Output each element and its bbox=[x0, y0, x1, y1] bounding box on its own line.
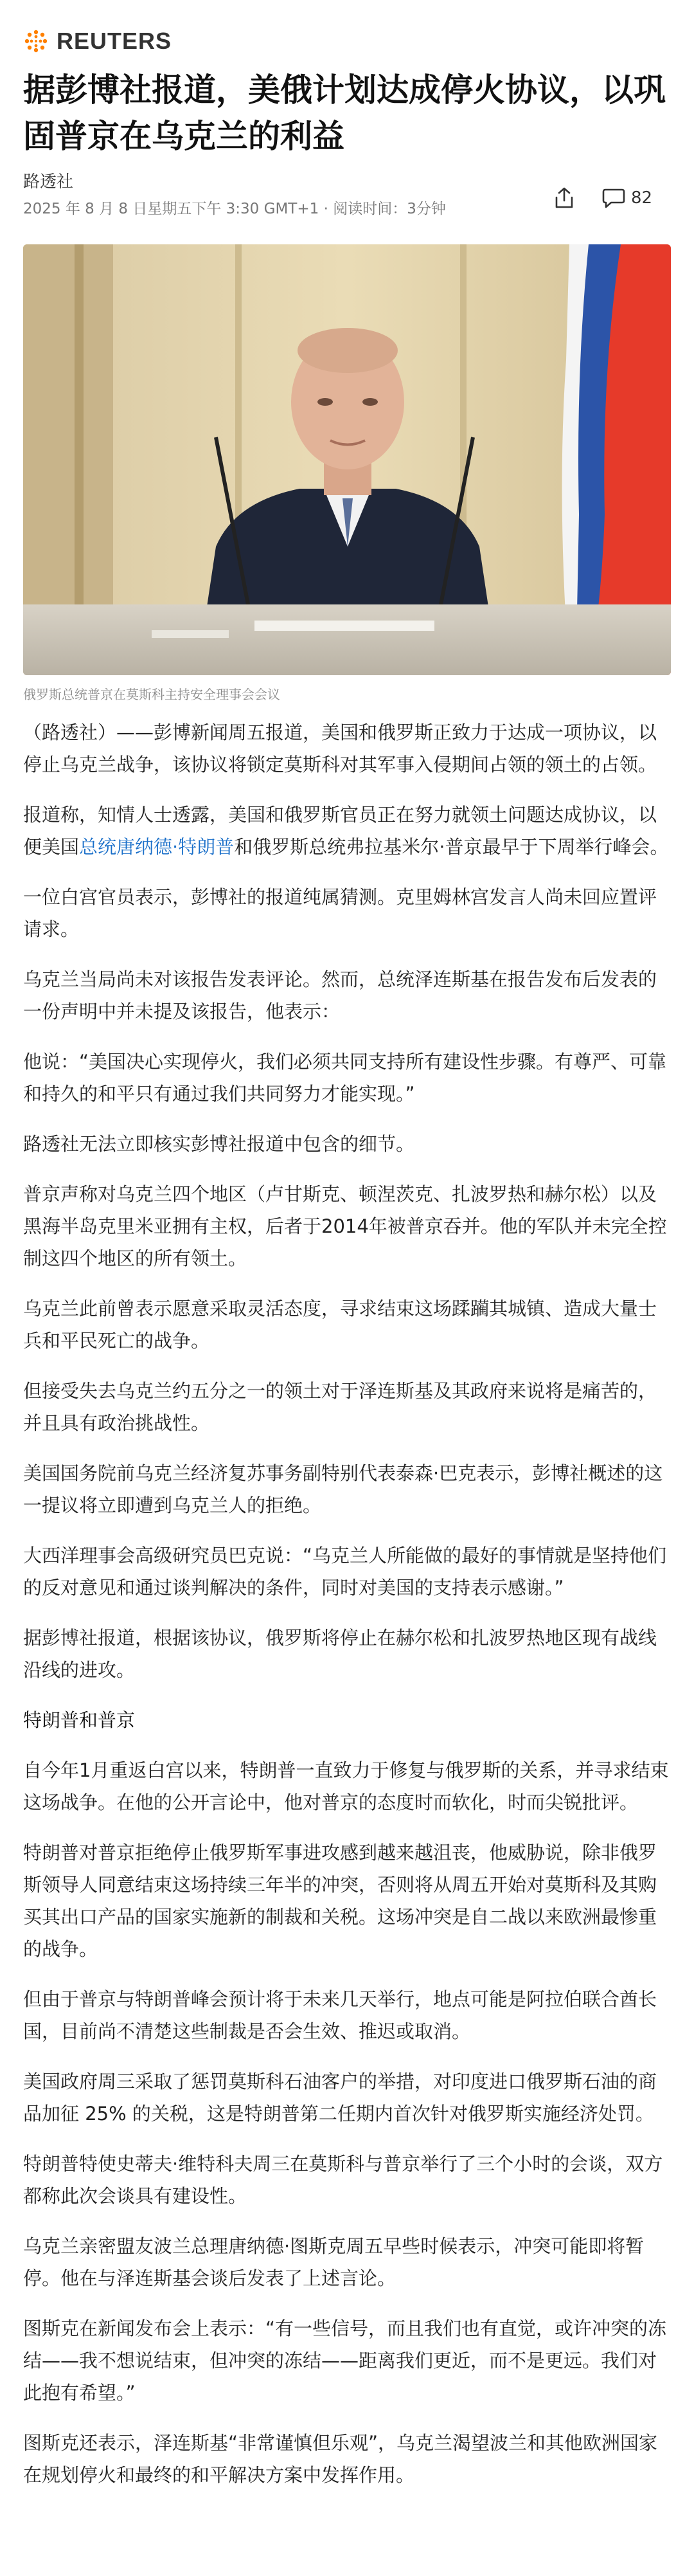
paragraph-9: 但接受失去乌克兰约五分之一的领土对于泽连斯基及其政府来说将是痛苦的，并且具有政治挑战性。 bbox=[23, 1380, 657, 1434]
paragraph-12: 据彭博社报道，根据该协议，俄罗斯将停止在赫尔松和扎波罗热地区现有战线沿线的进攻。 bbox=[23, 1627, 657, 1681]
paragraph-2-text-b: 和俄罗斯总统弗拉基米尔·普京最早于下周举行峰会。 bbox=[234, 836, 669, 858]
byline-meta bbox=[23, 197, 446, 218]
reuters-logo[interactable] bbox=[23, 26, 172, 57]
paragraph-2 bbox=[23, 799, 671, 863]
share-button[interactable] bbox=[547, 181, 581, 215]
paragraph-1: （路透社）——彭博新闻周五报道，美国和俄罗斯正致力于达成一项协议，以停止乌克兰战争，该协议将锁定莫斯科对其军事入侵期间占领的领土的占领。 bbox=[23, 721, 657, 776]
publish-date: 2025 年 8 月 8 日星期五下午 3:30 GMT+1 bbox=[23, 201, 319, 217]
article-photo-image bbox=[23, 244, 671, 675]
trump-link[interactable]: 总统唐纳德·特朗普 bbox=[79, 836, 235, 858]
paragraph-13: 自今年1月重返白宫以来，特朗普一直致力于修复与俄罗斯的关系，并寻求结束这场战争。在他的公开言论中，他对普京的态度时而软化，时而尖锐批评。 bbox=[23, 1759, 669, 1813]
section-subheading: 特朗普和普京 bbox=[23, 1709, 136, 1731]
meta-separator: · bbox=[323, 201, 328, 217]
paragraph-20: 图斯克还表示，泽连斯基“非常谨慎但乐观”，乌克兰渴望波兰和其他欧洲国家在规划停火和最终的和平解决方案中发挥作用。 bbox=[23, 2432, 658, 2486]
paragraph-19: 图斯克在新闻发布会上表示：“有一些信号，而且我们也有直觉，或许冲突的冻结——我不想说结束，但冲突的冻结——距离我们更近，而不是更远。我们对此抱有希望。” bbox=[23, 2317, 667, 2404]
paragraph-18: 乌克兰亲密盟友波兰总理唐纳德·图斯克周五早些时候表示，冲突可能即将暂停。他在与泽连斯基会谈后发表了上述言论。 bbox=[23, 2235, 645, 2289]
paragraph-3: 一位白宫官员表示，彭博社的报道纯属猜测。克里姆林宫发言人尚未回应置评请求。 bbox=[23, 886, 657, 940]
share-icon bbox=[553, 186, 575, 210]
paragraph-5: 他说：“美国决心实现停火，我们必须共同支持所有建设性步骤。有尊严、可靠和持久的和平只有通过我们共同努力才能实现。” bbox=[23, 1051, 667, 1105]
reuters-logo-icon bbox=[23, 28, 49, 54]
paragraph-2-text-a: 报道称，知情人士透露，美国和俄罗斯官员正在努力就领土问题达成协议，以便美国 bbox=[23, 804, 657, 858]
comment-count: 82 bbox=[631, 188, 653, 208]
brand-name: REUTERS bbox=[57, 28, 172, 54]
paragraph-4: 乌克兰当局尚未对该报告发表评论。然而，总统泽连斯基在报告发布后发表的一份声明中并未提及该报告，他表示： bbox=[23, 968, 657, 1022]
paragraph-7: 普京声称对乌克兰四个地区（卢甘斯克、顿涅茨克、扎波罗热和赫尔松）以及黑海半岛克里米亚拥有主权，后者于2014年被普京吞并。他的军队并未完全控制这四个地区的所有领土。 bbox=[23, 1183, 667, 1269]
paragraph-8: 乌克兰此前曾表示愿意采取灵活态度，寻求结束这场蹂躏其城镇、造成大量士兵和平民死亡的战争。 bbox=[23, 1298, 657, 1352]
paragraph-6: 路透社无法立即核实彭博社报道中包含的细节。 bbox=[23, 1133, 415, 1155]
paragraph-16: 美国政府周三采取了惩罚莫斯科石油客户的举措，对印度进口俄罗斯石油的商品加征 25% 的关税，这是特朗普第二任期内首次针对俄罗斯实施经济处罚。 bbox=[23, 2071, 657, 2125]
article-headline: 据彭博社报道，美俄计划达成停火协议，以巩固普京在乌克兰的利益 bbox=[23, 71, 666, 155]
paragraph-11: 大西洋理事会高级研究员巴克说：“乌克兰人所能做的最好的事情就是坚持他们的反对意见和通过谈判解决的条件，同时对美国的支持表示感谢。” bbox=[23, 1545, 667, 1599]
article-body bbox=[23, 716, 671, 2509]
photo-caption: 俄罗斯总统普京在莫斯科主持安全理事会会议 bbox=[23, 687, 280, 702]
paragraph-17: 特朗普特使史蒂夫·维特科夫周三在莫斯科与普京举行了三个小时的会谈，双方都称此次会谈具有建设性。 bbox=[23, 2153, 663, 2207]
article-photo[interactable] bbox=[23, 244, 671, 675]
paragraph-15: 但由于普京与特朗普峰会预计将于未来几天举行，地点可能是阿拉伯联合酋长国，目前尚不清楚这些制裁是否会生效、推迟或取消。 bbox=[23, 1988, 657, 2042]
paragraph-10: 美国国务院前乌克兰经济复苏事务副特别代表泰森·巴克表示，彭博社概述的这一提议将立即遭到乌克兰人的拒绝。 bbox=[23, 1462, 663, 1516]
comment-icon bbox=[601, 187, 626, 209]
read-time: 阅读时间：3分钟 bbox=[333, 201, 446, 217]
paragraph-14: 特朗普对普京拒绝停止俄罗斯军事进攻感到越来越沮丧，他威胁说，除非俄罗斯领导人同意结束这场持续三年半的冲突，否则将从周五开始对莫斯科及其购买其出口产品的国家实施新的制裁和关税。这场冲突是自二战以来欧洲最惨重的战争。 bbox=[23, 1842, 657, 1960]
byline-author[interactable]: 路透社 bbox=[23, 172, 74, 192]
comments-button[interactable] bbox=[601, 181, 652, 215]
